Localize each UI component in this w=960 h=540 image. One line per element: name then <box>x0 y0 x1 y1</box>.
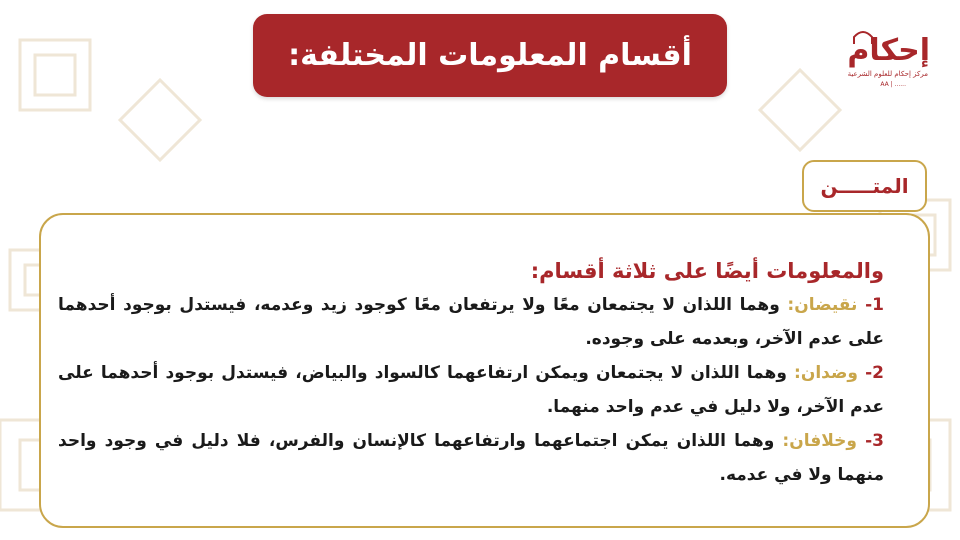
section-tab-matn <box>802 160 927 212</box>
item-text: وهما اللذان يمكن اجتماعهما وارتفاعهما كالإنسان والفرس، فلا دليل في وجود واحد منهما ولا في عدمه. <box>58 431 884 485</box>
logo-wordmark: إحكام <box>847 33 930 68</box>
logo-subtitle: مركز إحكام للعلوم الشرعية <box>847 70 928 78</box>
logo-subtitle-2: AA | ...... <box>880 81 906 88</box>
item-number: 2- <box>865 363 885 383</box>
brand-logo <box>846 26 930 96</box>
intro-heading: والمعلومات أيضًا على ثلاثة أقسام: <box>530 259 884 283</box>
item-term: وضدان: <box>794 363 858 383</box>
title-banner <box>253 14 727 97</box>
list-item <box>58 424 884 492</box>
section-tab-label: المتـــــن <box>820 174 909 198</box>
item-term: نقيضان: <box>787 295 858 315</box>
item-number: 1- <box>865 295 884 315</box>
page-title: أقسام المعلومات المختلفة: <box>288 38 692 73</box>
item-text: وهما اللذان لا يجتمعان ويمكن ارتفاعهما كالسواد والبياض، فيستدل بوجود أحدهما على عدم الآخر، ولا دليل في عدم واحد منهما. <box>58 363 884 417</box>
item-text: وهما اللذان لا يجتمعان معًا ولا يرتفعان معًا كوجود زيد وعدمه، فيستدل بوجود أحدهما على عدم الآخر، وبعدمه على وجوده. <box>58 295 884 349</box>
content-text <box>58 256 884 492</box>
list-item <box>58 288 884 356</box>
list-item <box>58 356 884 424</box>
item-number: 3- <box>865 431 885 451</box>
item-term: وخلافان: <box>782 431 857 451</box>
